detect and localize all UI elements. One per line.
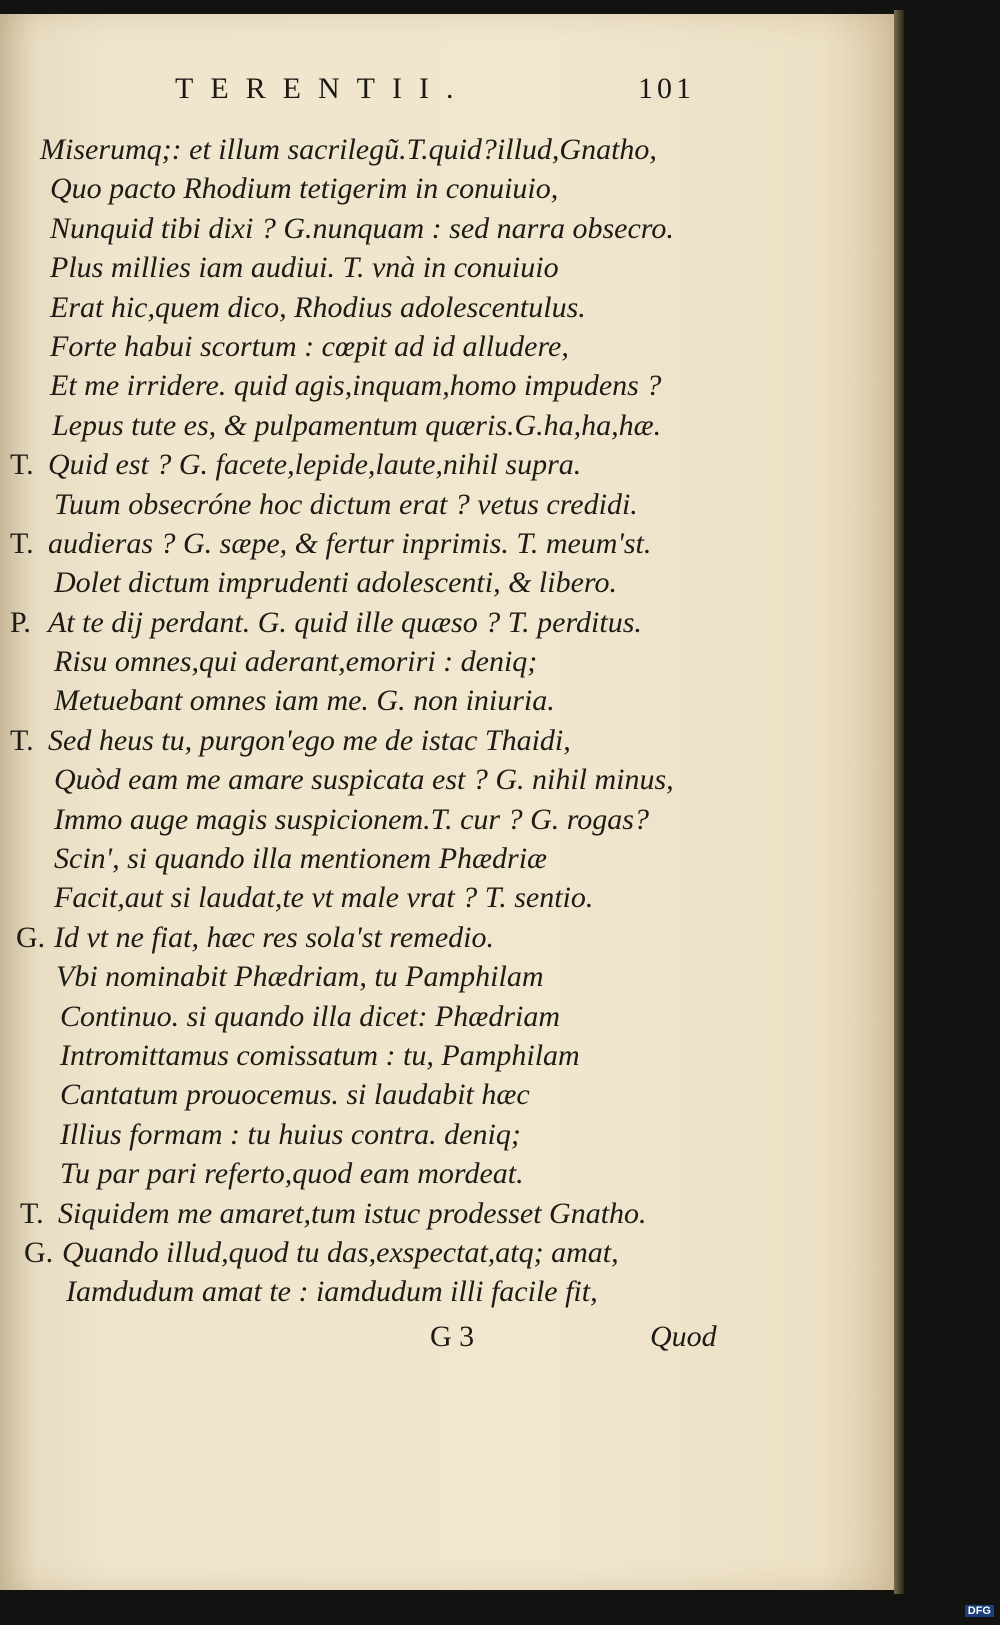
verse-text-content: Facit,aut si laudat,te vt male vrat ? T. sentio. <box>54 881 594 915</box>
verse-text-content: Tuum obsecróne hoc dictum erat ? vetus credidi. <box>54 487 638 521</box>
verse-text-content: Metuebant omnes iam me. G. non iniuria. <box>54 684 555 718</box>
verse-text-content: Plus millies iam audiui. T. vnà in conuiuio <box>50 251 559 285</box>
credit-text: Digitalisierung gefördert durch die Deutsche Forschungsgemeinschaft - <box>615 1605 962 1617</box>
speaker-label: T. <box>10 526 34 560</box>
verse-text-content: Erat hic,quem dico, Rhodius adolescentulus. <box>50 290 586 324</box>
verse-text-content: Sed heus tu, purgon'ego me de istac Thaidi, <box>48 723 571 757</box>
signature-mark: G 3 <box>430 1320 475 1353</box>
speaker-label: T. <box>10 723 34 757</box>
verse-text-content: Forte habui scortum : cœpit ad id alludere, <box>50 329 569 363</box>
verse-line <box>10 248 730 287</box>
verse-line <box>10 1115 730 1154</box>
verse-line <box>10 563 730 602</box>
verse-text-content: Intromittamus comissatum : tu, Pamphilam <box>60 1038 580 1072</box>
verse-text-content: audieras ? G. sæpe, & fertur inprimis. T. meum'st. <box>48 526 652 560</box>
verse-text-content: Miserumq;: et illum sacrilegũ.T.quid?illud,Gnatho, <box>40 133 657 166</box>
verse-line <box>10 406 730 445</box>
verse-text-content: Iamdudum amat te : iamdudum illi facile fit, <box>66 1275 598 1309</box>
speaker-label: T. <box>20 1196 44 1230</box>
verse-text-content: Scin', si quando illa mentionem Phædriæ <box>54 842 548 876</box>
verse-text-content: Id vt ne fiat, hæc res sola'st remedio. <box>54 920 494 954</box>
verse-line <box>10 681 730 720</box>
speaker-label: G. <box>24 1235 54 1269</box>
verse-line <box>10 642 730 681</box>
dfg-logo: DFG <box>965 1605 994 1617</box>
speaker-label: G. <box>16 920 46 954</box>
verse-line <box>10 918 730 957</box>
verse-line <box>10 169 730 208</box>
verse-line <box>10 130 730 169</box>
verse-text-content: Siquidem me amaret,tum istuc prodesset Gnatho. <box>58 1196 647 1230</box>
verse-text-content: Tu par pari referto,quod eam mordeat. <box>60 1157 524 1191</box>
verse-text <box>10 130 730 1312</box>
verse-line <box>10 997 730 1036</box>
verse-text-content: Vbi nominabit Phædriam, tu Pamphilam <box>56 960 544 994</box>
verse-text-content: At te dij perdant. G. quid ille quæso ? T. perditus. <box>48 605 642 639</box>
verse-line <box>10 1233 730 1272</box>
verse-text-content: Lepus tute es, & pulpamentum quæris.G.ha,ha,hæ. <box>52 408 662 442</box>
verse-line <box>10 957 730 996</box>
verse-line <box>10 209 730 248</box>
verse-line <box>10 760 730 799</box>
catch-line <box>10 1320 730 1360</box>
running-title: TERENTII. <box>175 72 471 105</box>
verse-line <box>10 800 730 839</box>
verse-line <box>10 524 730 563</box>
verse-line <box>10 839 730 878</box>
verse-line <box>10 1075 730 1114</box>
verse-line <box>10 603 730 642</box>
verse-line <box>10 721 730 760</box>
verse-text-content: Continuo. si quando illa dicet: Phædriam <box>60 999 560 1033</box>
verse-text-content: Immo auge magis suspicionem.T. cur ? G. rogas? <box>54 802 649 836</box>
digitization-credit <box>615 1605 994 1623</box>
page-edge <box>894 10 904 1594</box>
verse-line <box>10 485 730 524</box>
verse-text-content: Quòd eam me amare suspicata est ? G. nihil minus, <box>54 763 674 797</box>
verse-text-content: Illius formam : tu huius contra. deniq; <box>60 1117 521 1151</box>
verse-line <box>10 1194 730 1233</box>
verse-line <box>10 327 730 366</box>
speaker-label: P. <box>10 605 31 639</box>
verse-text-content: Et me irridere. quid agis,inquam,homo impudens ? <box>50 369 662 403</box>
verse-line <box>10 288 730 327</box>
verse-text-content: Quo pacto Rhodium tetigerim in conuiuio, <box>50 172 559 206</box>
verse-line <box>10 366 730 405</box>
running-head <box>175 72 695 112</box>
verse-text-content: Dolet dictum imprudenti adolescenti, & libero. <box>54 566 617 600</box>
verse-line <box>10 1154 730 1193</box>
verse-text-content: Quid est ? G. facete,lepide,laute,nihil supra. <box>48 448 582 482</box>
verse-text-content: Quando illud,quod tu das,exspectat,atq; amat, <box>62 1235 619 1269</box>
verse-text-content: Nunquid tibi dixi ? G.nunquam : sed narra obsecro. <box>50 211 674 245</box>
speaker-label: T. <box>10 448 34 482</box>
verse-line <box>10 1036 730 1075</box>
verse-line <box>10 445 730 484</box>
catchword: Quod <box>650 1320 717 1353</box>
page-number: 101 <box>638 72 695 105</box>
verse-text-content: Risu omnes,qui aderant,emoriri : deniq; <box>54 645 538 679</box>
verse-line <box>10 878 730 917</box>
verse-line <box>10 1272 730 1311</box>
verse-text-content: Cantatum prouocemus. si laudabit hæc <box>60 1078 530 1112</box>
